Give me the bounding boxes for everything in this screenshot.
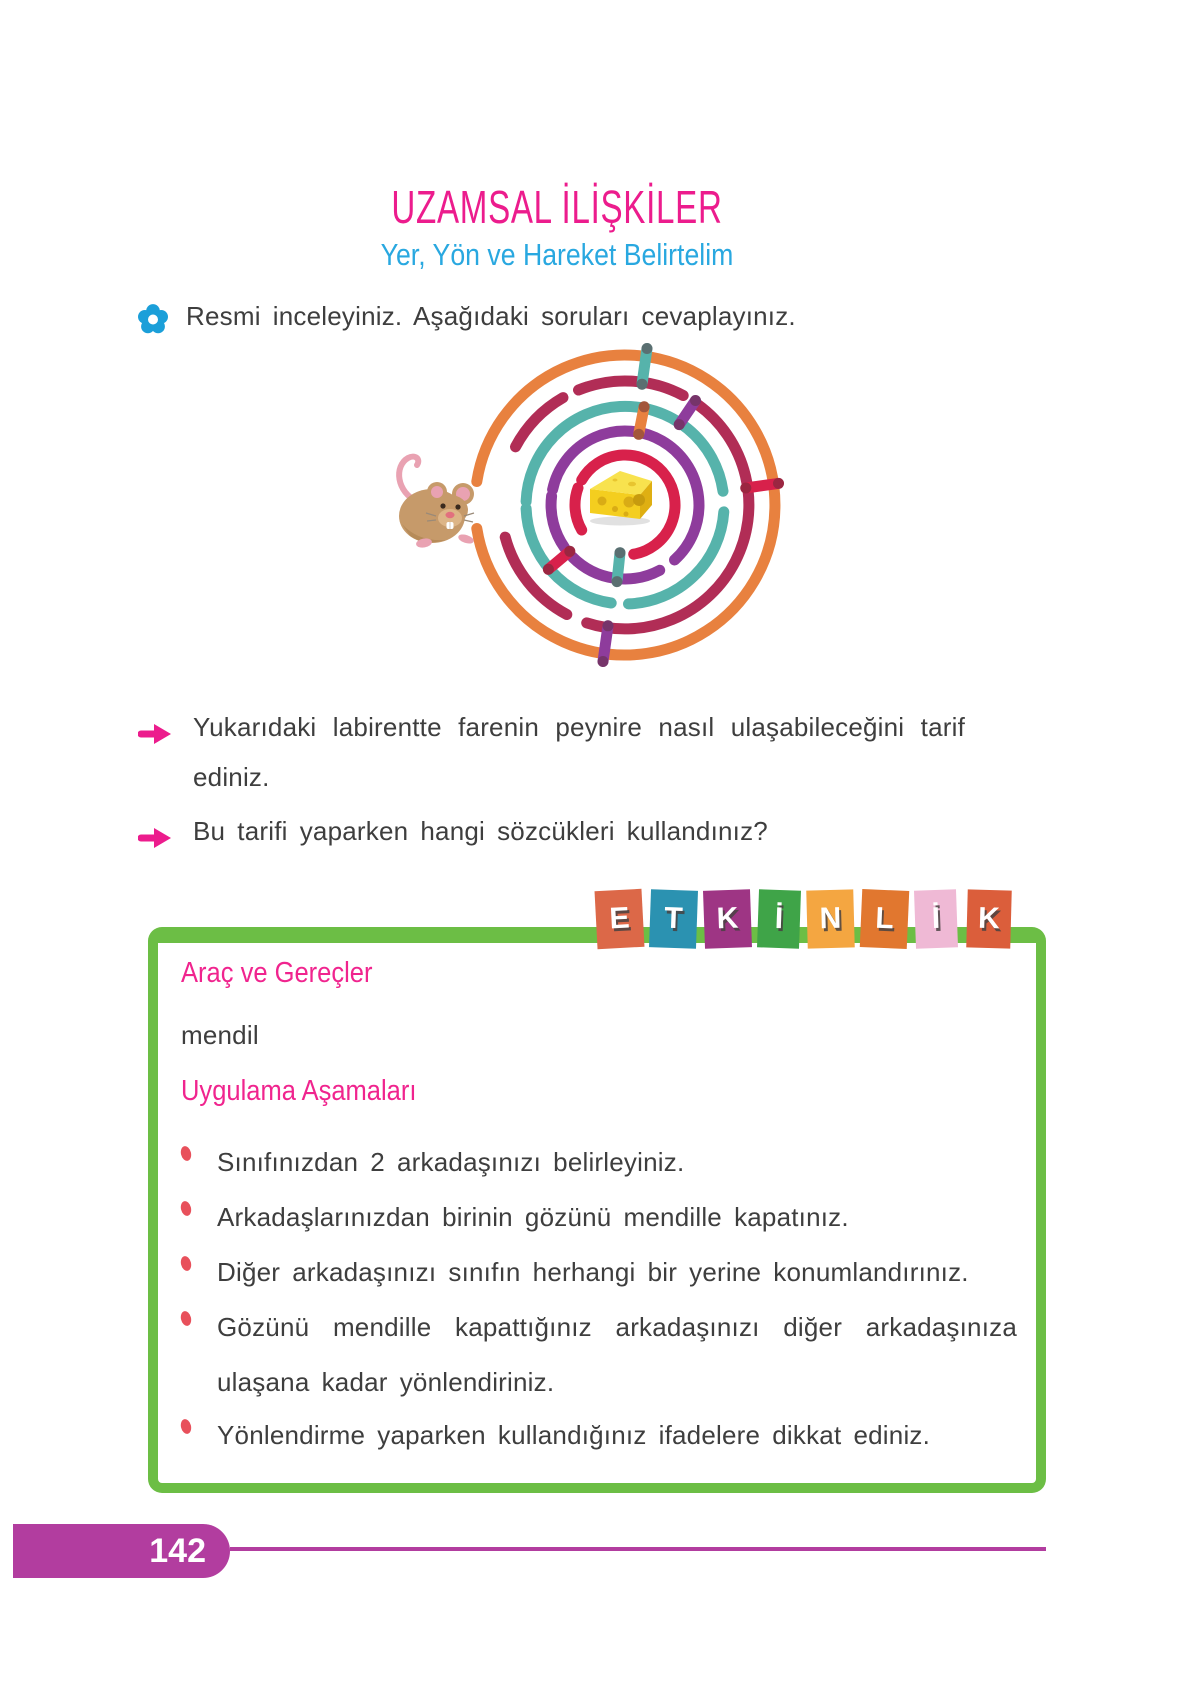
banner-tile: T: [649, 889, 698, 949]
banner-tile: K: [703, 889, 752, 949]
activity-step: [181, 1245, 1017, 1300]
page-subtitle: Yer, Yön ve Hareket Belirtelim: [380, 237, 734, 272]
step-text: Sınıfınızdan 2 arkadaşınızı belirleyiniz.: [217, 1147, 685, 1177]
step-text: Gözünü mendille kapattığınız arkadaşınızı diğer arkadaşınıza ulaşana kadar yönlendiriniz.: [217, 1312, 1017, 1397]
banner-tile: İ: [914, 889, 958, 948]
activity-step: [181, 1190, 1017, 1245]
arrow-right-icon: [138, 722, 174, 746]
step-text: Yönlendirme yaparken kullandığınız ifadelere dikkat ediniz.: [217, 1420, 931, 1450]
activity-step: [181, 1408, 1017, 1463]
banner-tile: K: [966, 889, 1012, 948]
activity-step: [181, 1135, 1017, 1190]
cheese-illustration: [582, 464, 658, 526]
banner-tile: İ: [757, 889, 801, 948]
step-text: Diğer arkadaşınızı sınıfın herhangi bir yerine konumlandırınız.: [217, 1257, 969, 1287]
materials-value: mendil: [181, 1020, 259, 1050]
arrow-right-icon: [138, 826, 174, 850]
activity-banner: [596, 890, 1011, 948]
steps-heading: Uygulama Aşamaları: [181, 1075, 417, 1107]
instruction-text: Resmi inceleyiniz. Aşağıdaki soruları cevaplayınız.: [186, 301, 796, 331]
page-number-badge: 142: [13, 1524, 230, 1578]
question-2: Bu tarifi yaparken hangi sözcükleri kullandınız?: [193, 816, 768, 846]
question-1: Yukarıdaki labirentte farenin peynire nasıl ulaşabileceğini tarif ediniz.: [193, 712, 965, 792]
banner-tile: L: [860, 889, 909, 949]
bullet-dot-icon: [179, 1310, 192, 1327]
banner-tile: E: [595, 889, 645, 949]
bullet-dot-icon: [179, 1200, 192, 1217]
bullet-dot-icon: [179, 1255, 192, 1272]
instruction-row: [136, 298, 1036, 336]
materials-heading: Araç ve Gereçler: [181, 957, 373, 989]
mouse-illustration: [388, 446, 480, 550]
activity-step: [181, 1300, 1017, 1410]
bullet-dot-icon: [179, 1145, 192, 1162]
bullet-dot-icon: [179, 1418, 192, 1435]
flower-icon: [136, 302, 170, 336]
footer-divider: [230, 1547, 1046, 1551]
page-title: UZAMSAL İLİŞKİLER: [391, 181, 723, 233]
banner-tile: N: [806, 889, 855, 948]
step-text: Arkadaşlarınızdan birinin gözünü mendille kapatınız.: [217, 1202, 849, 1232]
